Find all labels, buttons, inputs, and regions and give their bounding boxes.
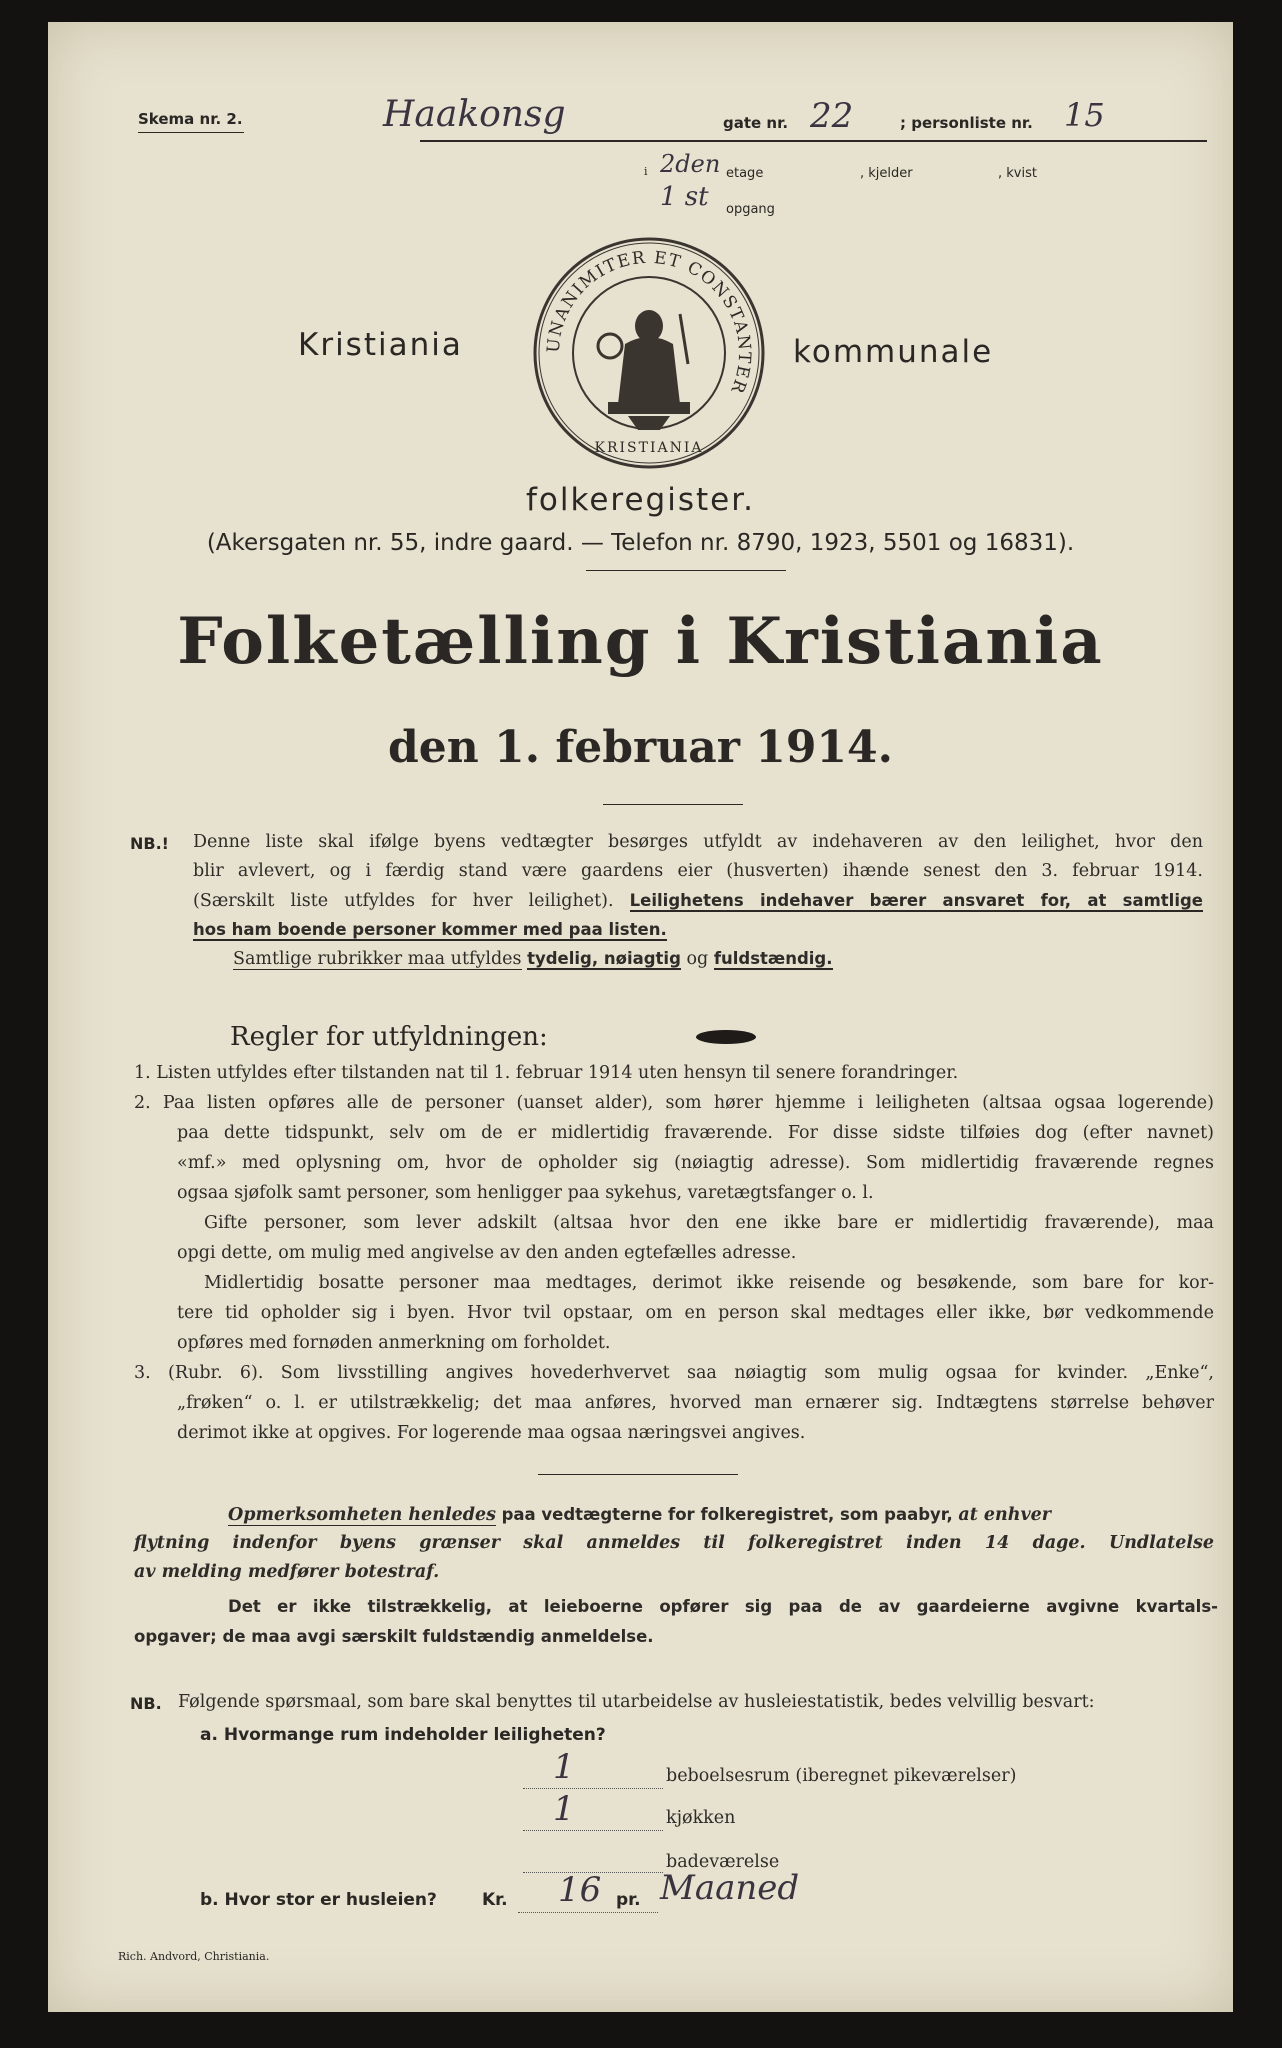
rooms-value-handwritten: 1 bbox=[553, 1747, 575, 1787]
rule-line: paa dette tidspunkt, selv om de er midlertidig fraværende. For disse sidste tilføies dog (efter navnet) bbox=[177, 1123, 1214, 1143]
nb1-label: NB.! bbox=[130, 834, 169, 853]
office-folkeregister: folkeregister. bbox=[526, 482, 755, 518]
nb2-intro: Følgende spørsmaal, som bare skal benyttes til utarbeidelse av husleiestatistik, bedes velvillig besvart: bbox=[178, 1692, 1095, 1712]
seal-ring-text: UNANIMITER ET CONSTANTER bbox=[543, 247, 755, 397]
header-rule bbox=[420, 140, 1207, 142]
ink-blot-icon bbox=[696, 1030, 756, 1044]
page-title: Folketælling i Kristiania bbox=[177, 604, 1104, 679]
notice-line: Det er ikke tilstrækkelig, at leieboerne opfører sig paa de av gaardeierne avgivne kvartals- bbox=[228, 1597, 1218, 1616]
nb1-line: Denne liste skal ifølge byens vedtægter besørges utfyldt av indehaveren av den leilighet, hvor den bbox=[193, 832, 1203, 852]
skema-underline bbox=[138, 132, 244, 133]
nb1-line bbox=[193, 886, 1203, 916]
etage-handwritten: 2den bbox=[660, 150, 721, 178]
opgang-handwritten: 1 st bbox=[660, 182, 709, 212]
divider bbox=[603, 804, 743, 805]
skema-number: Skema nr. 2. bbox=[138, 110, 243, 128]
rooms-label: beboelsesrum (iberegnet pikeværelser) bbox=[666, 1766, 1017, 1786]
bath-label: badeværelse bbox=[666, 1852, 780, 1872]
office-address: (Akersgaten nr. 55, indre gaard. — Telefon nr. 8790, 1923, 5501 og 16831). bbox=[206, 530, 1075, 556]
nb1-line bbox=[193, 915, 667, 945]
rent-field-line bbox=[518, 1912, 658, 1913]
rule-line: „frøken“ o. l. er utilstrækkelig; det maa anføres, hvorved man ernærer sig. Indtægtens størrelse behøver bbox=[177, 1393, 1214, 1413]
rooms-field-line bbox=[523, 1788, 663, 1789]
rule-line: ogsaa sjøfolk samt personer, som henligger paa sykehus, varetægtsfanger o. l. bbox=[177, 1183, 874, 1203]
nb1-text: Samtlige rubrikker maa utfyldes bbox=[233, 949, 522, 969]
i-label: i bbox=[644, 165, 648, 178]
rule-line: 3. (Rubr. 6). Som livsstilling angives hovederhvervet saa nøiagtig som mulig ogsaa for kvinder. „Enke“, bbox=[134, 1363, 1214, 1383]
kitchen-label: kjøkken bbox=[666, 1808, 736, 1828]
question-b: b. Hvor stor er husleien? bbox=[200, 1890, 437, 1910]
kitchen-field-line bbox=[523, 1830, 663, 1831]
street-name-handwritten: Haakonsg bbox=[383, 94, 566, 135]
notice-italic-text: Opmerksomheten henledes bbox=[228, 1505, 496, 1525]
etage-label: etage bbox=[726, 166, 764, 181]
rule-line: 1. Listen utfyldes efter tilstanden nat til 1. februar 1914 uten hensyn til senere forandringer. bbox=[134, 1063, 959, 1083]
nb1-bold-text: fuldstændig. bbox=[713, 949, 833, 968]
notice-line: av melding medfører botestraf. bbox=[134, 1562, 440, 1582]
nb1-line bbox=[233, 944, 833, 974]
page-subtitle-date: den 1. februar 1914. bbox=[388, 722, 893, 773]
nb1-text: (Særskilt liste utfyldes for hver leilighet). bbox=[193, 891, 614, 911]
rule-line: derimot ikke at opgives. For logerende maa ogsaa næringsvei angives. bbox=[177, 1423, 806, 1443]
gate-label: gate nr. bbox=[723, 114, 789, 132]
rule-line: opgi dette, om mulig med angivelse av den anden egtefælles adresse. bbox=[177, 1243, 797, 1263]
divider bbox=[538, 1474, 738, 1475]
nb1-bold-text: hos ham boende personer kommer med paa listen. bbox=[193, 920, 667, 939]
opgang-label: opgang bbox=[726, 202, 775, 217]
kristiania-seal-icon bbox=[530, 234, 768, 472]
office-city: Kristiania bbox=[298, 327, 463, 363]
rule-line: Gifte personer, som lever adskilt (altsaa hvor den ene ikke bare er midlertidig fraværende), maa bbox=[204, 1213, 1214, 1233]
nb2-label: NB. bbox=[130, 1694, 162, 1713]
rules-heading: Regler for utfyldningen: bbox=[230, 1022, 548, 1052]
gate-number-handwritten: 22 bbox=[810, 96, 854, 136]
nb1-text: og bbox=[686, 949, 709, 969]
question-a: a. Hvormange rum indeholder leiligheten? bbox=[200, 1725, 606, 1745]
rules-list bbox=[134, 1058, 1214, 1448]
period-value-handwritten: Maaned bbox=[660, 1868, 800, 1908]
rule-line: «mf.» med oplysning om, hvor de opholder sig (nøiagtig adresse). Som midlertidig fraværende regnes bbox=[177, 1153, 1214, 1173]
seal-city-text: KRISTIANIA bbox=[594, 440, 704, 456]
nb1-paragraph bbox=[193, 828, 1203, 916]
office-kommunale: kommunale bbox=[793, 334, 994, 370]
kitchen-value-handwritten: 1 bbox=[553, 1789, 575, 1829]
census-form-page bbox=[48, 22, 1233, 2012]
personliste-number-handwritten: 15 bbox=[1064, 96, 1105, 134]
divider bbox=[586, 570, 786, 571]
rent-value-handwritten: 16 bbox=[558, 1870, 602, 1910]
notice-text: paa vedtægterne for folkeregistret, som paabyr, bbox=[501, 1505, 953, 1524]
notice-italic-text: at enhver bbox=[958, 1505, 1051, 1525]
notice-line bbox=[228, 1500, 1218, 1530]
pr-label: pr. bbox=[616, 1890, 641, 1910]
kr-label: Kr. bbox=[482, 1890, 508, 1910]
nb1-bold-text: tydelig, nøiagtig bbox=[527, 949, 681, 968]
personliste-label: ; personliste nr. bbox=[900, 114, 1033, 132]
rule-line: tere tid opholder sig i byen. Hvor tvil opstaar, om en person skal medtages eller ikke, bør vedkommende bbox=[177, 1303, 1214, 1323]
rule-line: Midlertidig bosatte personer maa medtages, derimot ikke reisende og besøkende, som bare for kor- bbox=[204, 1273, 1214, 1293]
kvist-label: , kvist bbox=[998, 166, 1037, 181]
nb1-line: blir avlevert, og i færdig stand være gaardens eier (husverten) ihænde senest den 3. februar 1914. bbox=[193, 861, 1203, 881]
notice-line: opgaver; de maa avgi særskilt fuldstændig anmeldelse. bbox=[134, 1627, 654, 1646]
notice-line: flytning indenfor byens grænser skal anmeldes til folkeregistret inden 14 dage. Undlatelse bbox=[134, 1533, 1214, 1553]
nb1-bold-text: Leilighetens indehaver bærer ansvaret for, at samtlige bbox=[629, 891, 1203, 910]
printer-imprint: Rich. Andvord, Christiania. bbox=[118, 1950, 270, 1963]
kjelder-label: , kjelder bbox=[860, 166, 913, 181]
rule-line: opføres med fornøden anmerkning om forholdet. bbox=[177, 1333, 611, 1353]
rule-line: 2. Paa listen opføres alle de personer (uanset alder), som hører hjemme i leiligheten (altsaa ogsaa logerende) bbox=[134, 1093, 1214, 1113]
